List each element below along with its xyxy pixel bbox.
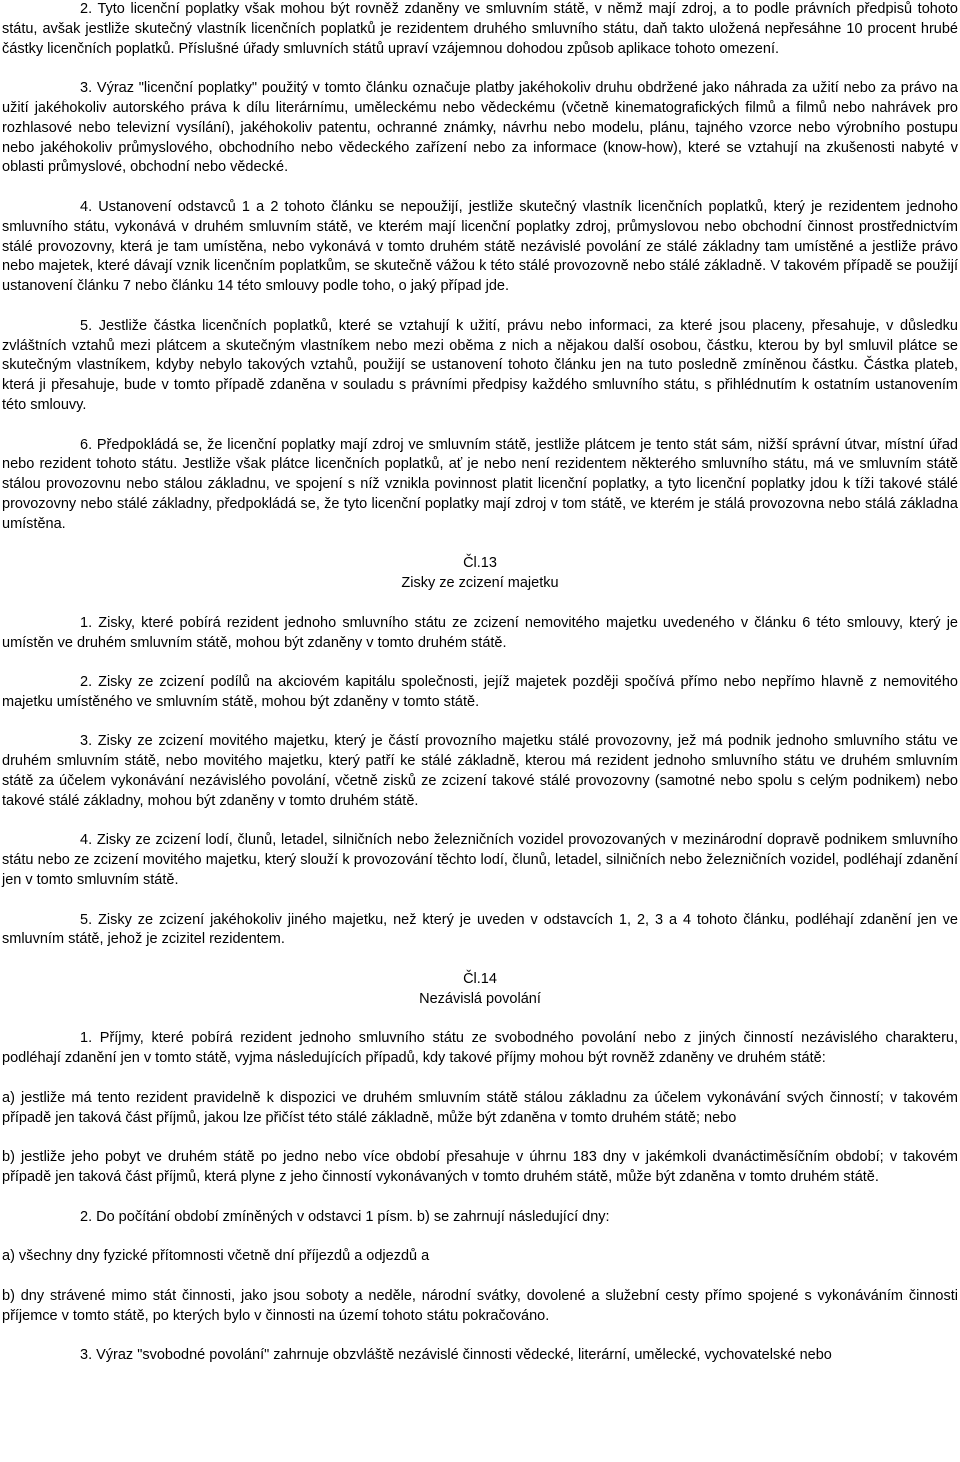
paragraph-12-4: 4. Ustanovení odstavců 1 a 2 tohoto článku se nepoužijí, jestliže skutečný vlastník licenčních poplatků, který je rezidentem jednoho smluvního státu, vykonává v druhém smluvním státě, ve kterém mají licenční poplatky zdroj, průmyslovou nebo obchodní činnost prostřednictvím stálé provozovny, která je tam umístěna, nebo vykonává v tomto druhém státě nezávislé povolání ze stálé základny tam umístěné a jestliže právo nebo majetek, které dávají vznik licenčním poplatkům, se skutečně vážou k této stálé provozovně nebo stálé základně. V takovém případě se použijí ustanovení článku 7 nebo článku 14 této smlouvy podle toho, o jaký případ jde. [2, 198, 958, 295]
article-13 [2, 554, 958, 970]
paragraph-13-3: 3. Zisky ze zcizení movitého majetku, který je částí provozního majetku stálé provozovny, jež má podnik jednoho smluvního státu ve druhém smluvním státě, nebo movitého majetku, který patří ke stálé základně, kterou má rezident jednoho smluvního státu ve druhém smluvním státě za účelem vykonávání nezávislého povolání, včetně zisků ze zcizení takové stálé provozovny (samotné nebo spolu s celým podnikem) nebo takové stálé základny, mohou být zdaněny v tomto druhém státě. [2, 733, 958, 809]
paragraph-14-1-a: a) jestliže má tento rezident pravidelně k dispozici ve druhém smluvním státě stálou základnu za účelem vykonávání svých činností; v takovém případě jen taková část příjmů, jakou lze přičíst této stálé základně, může být zdaněna v tomto druhém státě; nebo [2, 1089, 958, 1126]
paragraph-14-2-b: b) dny strávené mimo stát činnosti, jako jsou soboty a neděle, národní svátky, dovolené a služební cesty přímo spojené s vykonáváním činnosti příjemce v tomto státě, po kterých bylo v činnosti na území tohoto státu pokračováno. [2, 1287, 958, 1324]
paragraph-14-1-b: b) jestliže jeho pobyt ve druhém státě po jedno nebo více období přesahuje v úhrnu 183 dny v jakémkoli dvanáctiměsíčním období; v takovém případě jen taková část příjmů, která plyne z jeho činností vykonávaných v tomto druhém státě, může být zdaněna v tomto druhém státě. [2, 1149, 958, 1186]
paragraph-14-2: 2. Do počítání období zmíněných v odstavci 1 písm. b) se zahrnují následující dny: [80, 1208, 610, 1225]
paragraph-13-2: 2. Zisky ze zcizení podílů na akciovém kapitálu společnosti, jejíž majetek později spočívá přímo nebo nepřímo hlavně z nemovitého majetku umístěného ve smluvním státě, mohou být zdaněny v tomto státě. [2, 674, 958, 710]
article-12-continuation [2, 0, 958, 554]
article-13-title: Zisky ze zcizení majetku [401, 575, 559, 592]
article-14-number: Čl.14 [463, 971, 497, 988]
paragraph-14-3: 3. Výraz "svobodné povolání" zahrnuje obzvláště nezávislé činnosti vědecké, literární, umělecké, vychovatelské nebo [80, 1347, 832, 1364]
paragraph-12-6: 6. Předpokládá se, že licenční poplatky mají zdroj ve smluvním státě, jestliže plátcem je tento stát sám, nižší správní útvar, místní úřad nebo rezident tohoto státu. Jestliže však plátce licenčních poplatků, ať je nebo není rezidentem některého smluvního státu, má ve smluvním státě stálou provozovnu nebo stálou základnu, ve spojení s níž vznikla povinnost platit licenční poplatky, a tyto licenční poplatky jdou k tíži takové stálé provozovny nebo stálé základny, předpokládá se, že tyto licenční poplatky mají zdroj v tom státě, ve kterém je stálá provozovna nebo stálá základna umístěna. [2, 436, 958, 532]
paragraph-14-2-a: a) všechny dny fyzické přítomnosti včetně dní příjezdů a odjezdů a [2, 1248, 430, 1265]
article-13-number: Čl.13 [463, 555, 497, 572]
paragraph-12-3: 3. Výraz "licenční poplatky" použitý v tomto článku označuje platby jakéhokoliv druhu obdržené jako náhrada za užití nebo za právo na užití jakéhokoliv autorského práva k dílu literárnímu, uměleckému nebo vědeckému (včetně kinematografických filmů a filmů nebo nahrávek pro rozhlasové nebo televizní vysílání), jakéhokoliv patentu, ochranné známky, návrhu nebo modelu, plánu, tajného vzorce nebo výrobního postupu nebo jakéhokoliv průmyslového, obchodního nebo vědeckého zařízení nebo za informace (know-how), které se vztahují na zkušenosti nabyté v oblasti průmyslové, obchodní nebo vědecké. [2, 80, 958, 176]
paragraph-12-2: 2. Tyto licenční poplatky však mohou být rovněž zdaněny ve smluvním státě, v němž mají zdroj, a to podle právních předpisů tohoto státu, avšak jestliže skutečný vlastník licenčních poplatků je rezidentem druhého smluvního státu, daň takto uložená nepřesáhne 10 procent hrubé částky licenčních poplatků. Příslušné úřady smluvních států upraví vzájemnou dohodou způsob aplikace tohoto omezení. [2, 1, 958, 57]
paragraph-14-1: 1. Příjmy, které pobírá rezident jednoho smluvního státu ze svobodného povolání nebo z jiných činností nezávislého charakteru, podléhají zdanění jen v tomto státě, vyjma následujících případů, kdy takové příjmy mohou být rovněž zdaněny ve druhém státě: [2, 1030, 958, 1067]
paragraph-13-1: 1. Zisky, které pobírá rezident jednoho smluvního státu ze zcizení nemovitého majetku uvedeného v článku 6 této smlouvy, který je umístěn ve druhém smluvním státě, mohou být zdaněny v tomto druhém státě. [2, 614, 958, 651]
article-14 [2, 970, 958, 1366]
article-14-title: Nezávislá povolání [419, 990, 541, 1007]
paragraph-13-5: 5. Zisky ze zcizení jakéhokoliv jiného majetku, než který je uveden v odstavcích 1, 2, 3 a 4 tohoto článku, podléhají zdanění jen ve smluvním státě, jehož je zcizitel rezidentem. [2, 911, 958, 948]
paragraph-13-4: 4. Zisky ze zcizení lodí, člunů, letadel, silničních nebo železničních vozidel provozovaných v mezinárodní dopravě podnikem smluvního státu nebo ze zcizení movitého majetku, který slouží k provozování těchto lodí, člunů, letadel, silničních nebo železničních vozidel, podléhají zdanění jen v tomto smluvním státě. [2, 832, 958, 889]
paragraph-12-5: 5. Jestliže částka licenčních poplatků, které se vztahují k užití, právu nebo informaci, za které jsou placeny, přesahuje, v důsledku zvláštních vztahů mezi plátcem a skutečným vlastníkem nebo mezi oběma z nich a nějakou další osobou, částku, kterou by byl smluvil plátce se skutečným vlastníkem, kdyby nebylo takových vztahů, použijí se ustanovení tohoto článku jen na tuto posledně zmíněnou částku. Částka plateb, která ji přesahuje, bude v tomto případě zdaněna v souladu s právními předpisy každého smluvního státu, s přihlédnutím k ostatním ustanovením této smlouvy. [2, 317, 958, 413]
